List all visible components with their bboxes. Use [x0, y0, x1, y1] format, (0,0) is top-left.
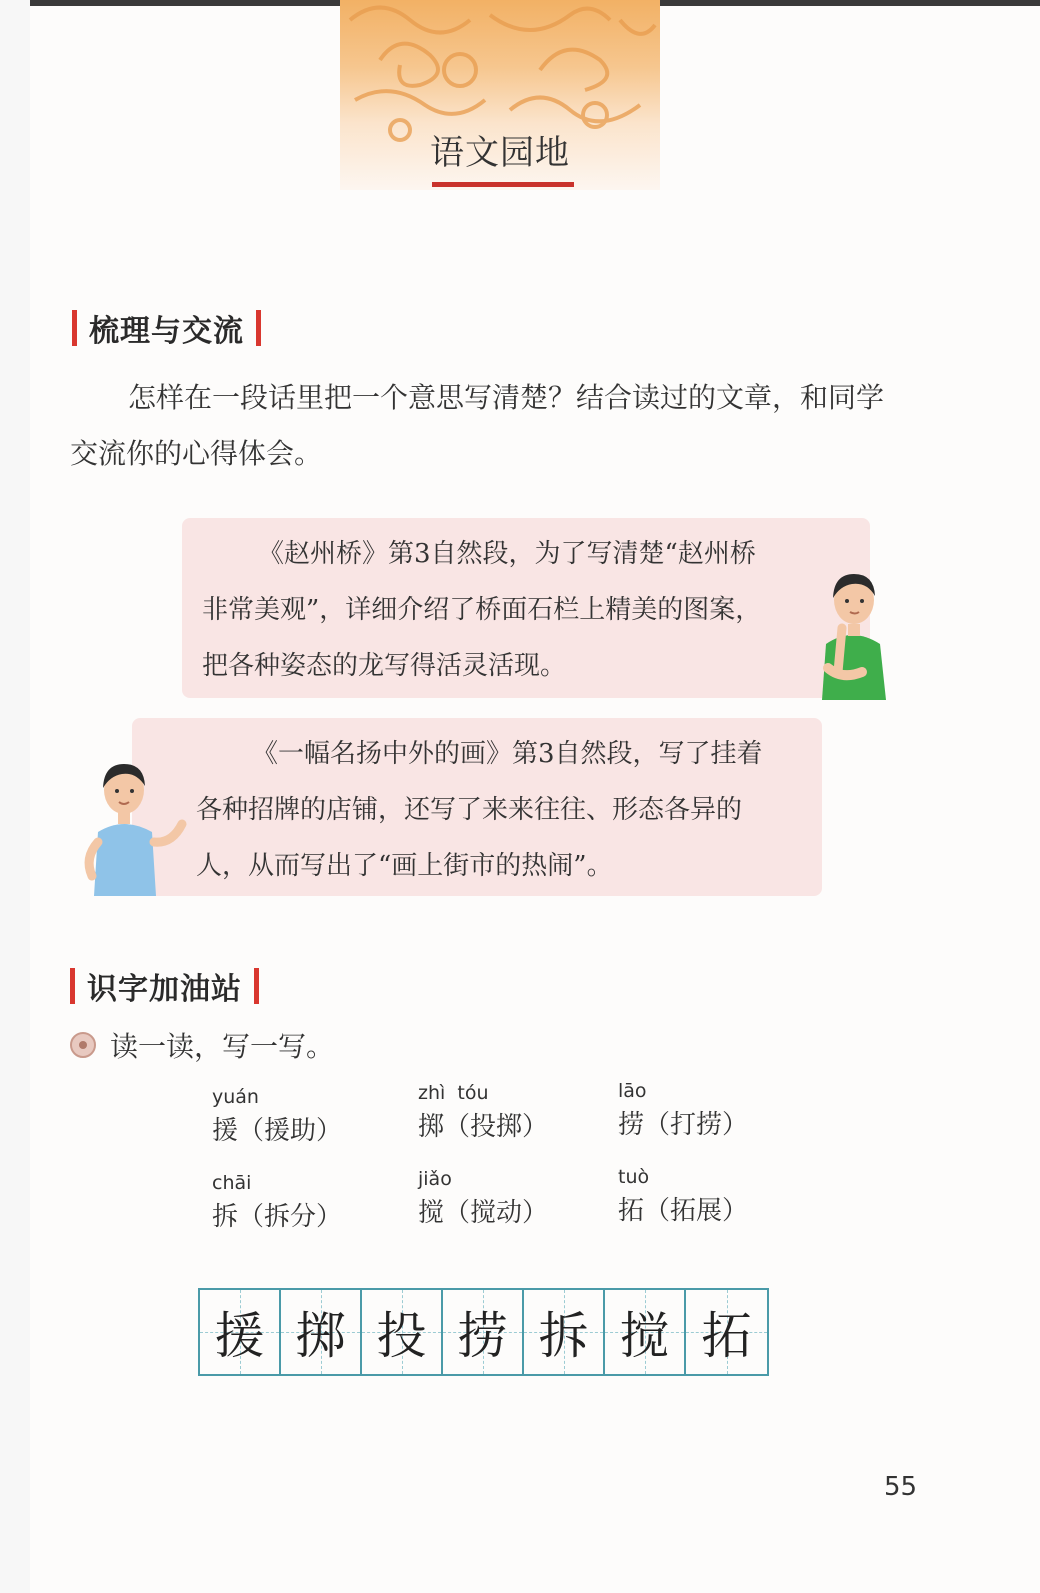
word-text: 搅（搅动） [418, 1198, 549, 1228]
grid-cell [443, 1290, 524, 1374]
bubble-line: 各种招牌的店铺，还写了来来往往、形态各异的 [196, 795, 743, 825]
page-number: 55 [884, 1472, 918, 1502]
word-pinyin: zhì tóu [418, 1082, 489, 1104]
section-paragraph [70, 370, 930, 482]
word-entry [618, 1166, 748, 1227]
section-title: 梳理与交流 [89, 314, 244, 349]
boy-green-shirt-illustration [812, 568, 894, 700]
grid-cell [605, 1290, 686, 1374]
banner-underline [432, 182, 574, 187]
word-entry [618, 1080, 748, 1141]
writing-practice-grid [198, 1288, 769, 1376]
bubble-line: 《一幅名扬中外的画》第3自然段，写了挂着 [252, 739, 763, 769]
grid-cell [281, 1290, 362, 1374]
word-text: 掷（投掷） [418, 1112, 549, 1142]
bubble-line: 非常美观”，详细介绍了桥面石栏上精美的图案， [202, 595, 762, 625]
section-bar-right [254, 968, 259, 1004]
page-left-edge [0, 0, 30, 1593]
word-text: 捞（打捞） [618, 1110, 749, 1140]
bubble-line: 《赵州桥》第3自然段，为了写清楚“赵州桥 [258, 539, 756, 569]
word-entry [418, 1082, 548, 1143]
banner-title: 语文园地 [430, 133, 570, 173]
practice-char: 捞 [457, 1307, 508, 1365]
grid-cell [200, 1290, 281, 1374]
boy-blue-shirt-illustration [76, 758, 196, 896]
paragraph-line: 交流你的心得体会。 [70, 437, 323, 470]
section-bar-right [256, 310, 261, 346]
word-entry [212, 1172, 342, 1233]
section-title: 识字加油站 [87, 972, 242, 1007]
speech-bubble-zhaozhou [182, 518, 870, 698]
grid-cell [686, 1290, 767, 1374]
word-text: 拆（拆分） [212, 1202, 343, 1232]
practice-char: 掷 [295, 1307, 346, 1365]
practice-char: 搅 [619, 1307, 670, 1365]
word-text: 拓（拓展） [618, 1196, 749, 1226]
word-pinyin: chāi [212, 1172, 252, 1194]
section-header-literacy [70, 966, 259, 1006]
task-instruction [70, 1025, 334, 1065]
section-bar-left [72, 310, 77, 346]
section-header-sorting [72, 308, 261, 348]
task-marker-icon [70, 1032, 96, 1058]
practice-char: 拓 [701, 1307, 752, 1365]
word-entry [212, 1086, 342, 1147]
word-pinyin: yuán [212, 1086, 259, 1108]
grid-cell [524, 1290, 605, 1374]
word-entry [418, 1168, 548, 1229]
word-pinyin: jiǎo [418, 1168, 452, 1190]
banner [340, 0, 660, 190]
task-text: 读一读，写一写。 [110, 1030, 335, 1063]
bubble-line: 人，从而写出了“画上街市的热闹”。 [196, 851, 613, 881]
practice-char: 拆 [538, 1307, 589, 1365]
practice-char: 投 [376, 1307, 427, 1365]
bubble-line: 把各种姿态的龙写得活灵活现。 [202, 651, 567, 681]
speech-bubble-painting [132, 718, 822, 896]
section-bar-left [70, 968, 75, 1004]
word-text: 援（援助） [212, 1116, 343, 1146]
practice-char: 援 [214, 1307, 265, 1365]
grid-cell [362, 1290, 443, 1374]
paragraph-line: 怎样在一段话里把一个意思写清楚？结合读过的文章，和同学 [128, 381, 885, 414]
word-pinyin: lāo [618, 1080, 647, 1102]
word-pinyin: tuò [618, 1166, 650, 1188]
